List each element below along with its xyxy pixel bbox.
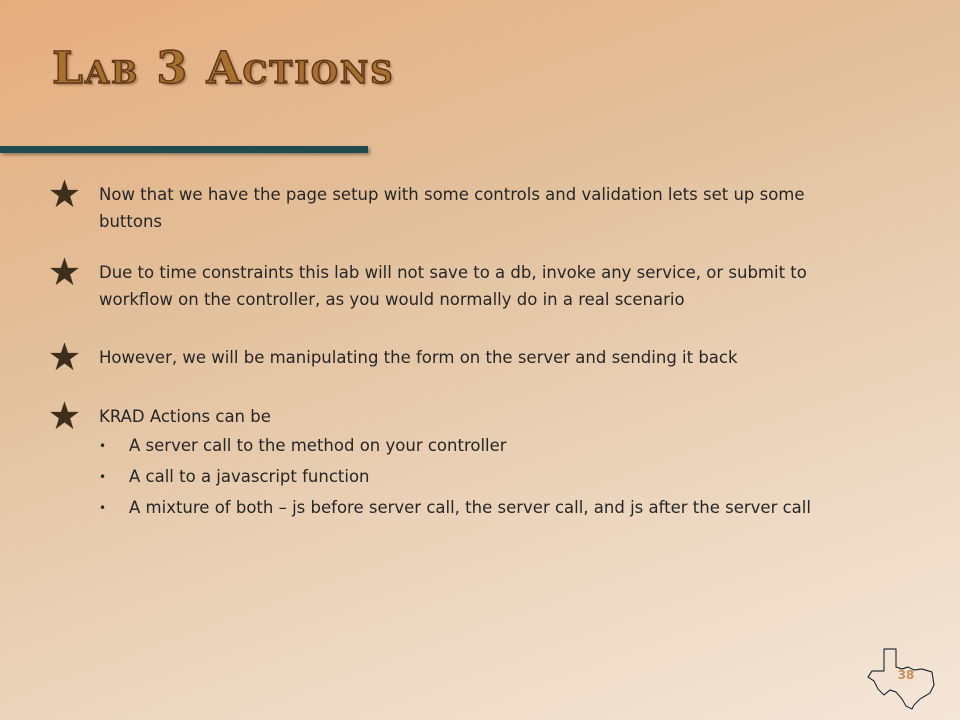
slide-title: Lab 3 Actions <box>52 43 395 94</box>
bullet-text: KRAD Actions can be <box>99 407 271 426</box>
star-icon <box>48 341 81 374</box>
star-icon <box>48 400 81 433</box>
sub-bullet-text: A mixture of both – js before server call, the server call, and js after the server call <box>129 498 811 517</box>
sub-bullet-item <box>99 434 848 458</box>
bullet-item <box>48 344 848 371</box>
bullet-dot-icon: • <box>99 501 107 515</box>
bullet-dot-icon: • <box>99 470 107 484</box>
bullet-text: Now that we have the page setup with some controls and validation lets set up some buttons <box>99 185 805 231</box>
star-icon <box>48 256 81 289</box>
sub-bullet-text: A call to a javascript function <box>129 467 370 486</box>
page-number: 38 <box>897 668 915 682</box>
sub-bullet-list <box>99 434 848 520</box>
title-divider <box>0 146 368 153</box>
bullet-item <box>48 181 848 235</box>
bullet-item <box>48 259 848 313</box>
sub-bullet-text: A server call to the method on your controller <box>129 436 507 455</box>
sub-bullet-item <box>99 496 848 520</box>
sub-bullet-item <box>99 465 848 489</box>
bullet-list <box>48 181 848 546</box>
bullet-text: However, we will be manipulating the form on the server and sending it back <box>99 348 738 367</box>
bullet-item <box>48 403 848 520</box>
bullet-text: Due to time constraints this lab will not save to a db, invoke any service, or submit to workflow on the controller, as you would normally do in a real scenario <box>99 263 807 309</box>
bullet-dot-icon: • <box>99 439 107 453</box>
star-icon <box>48 178 81 211</box>
